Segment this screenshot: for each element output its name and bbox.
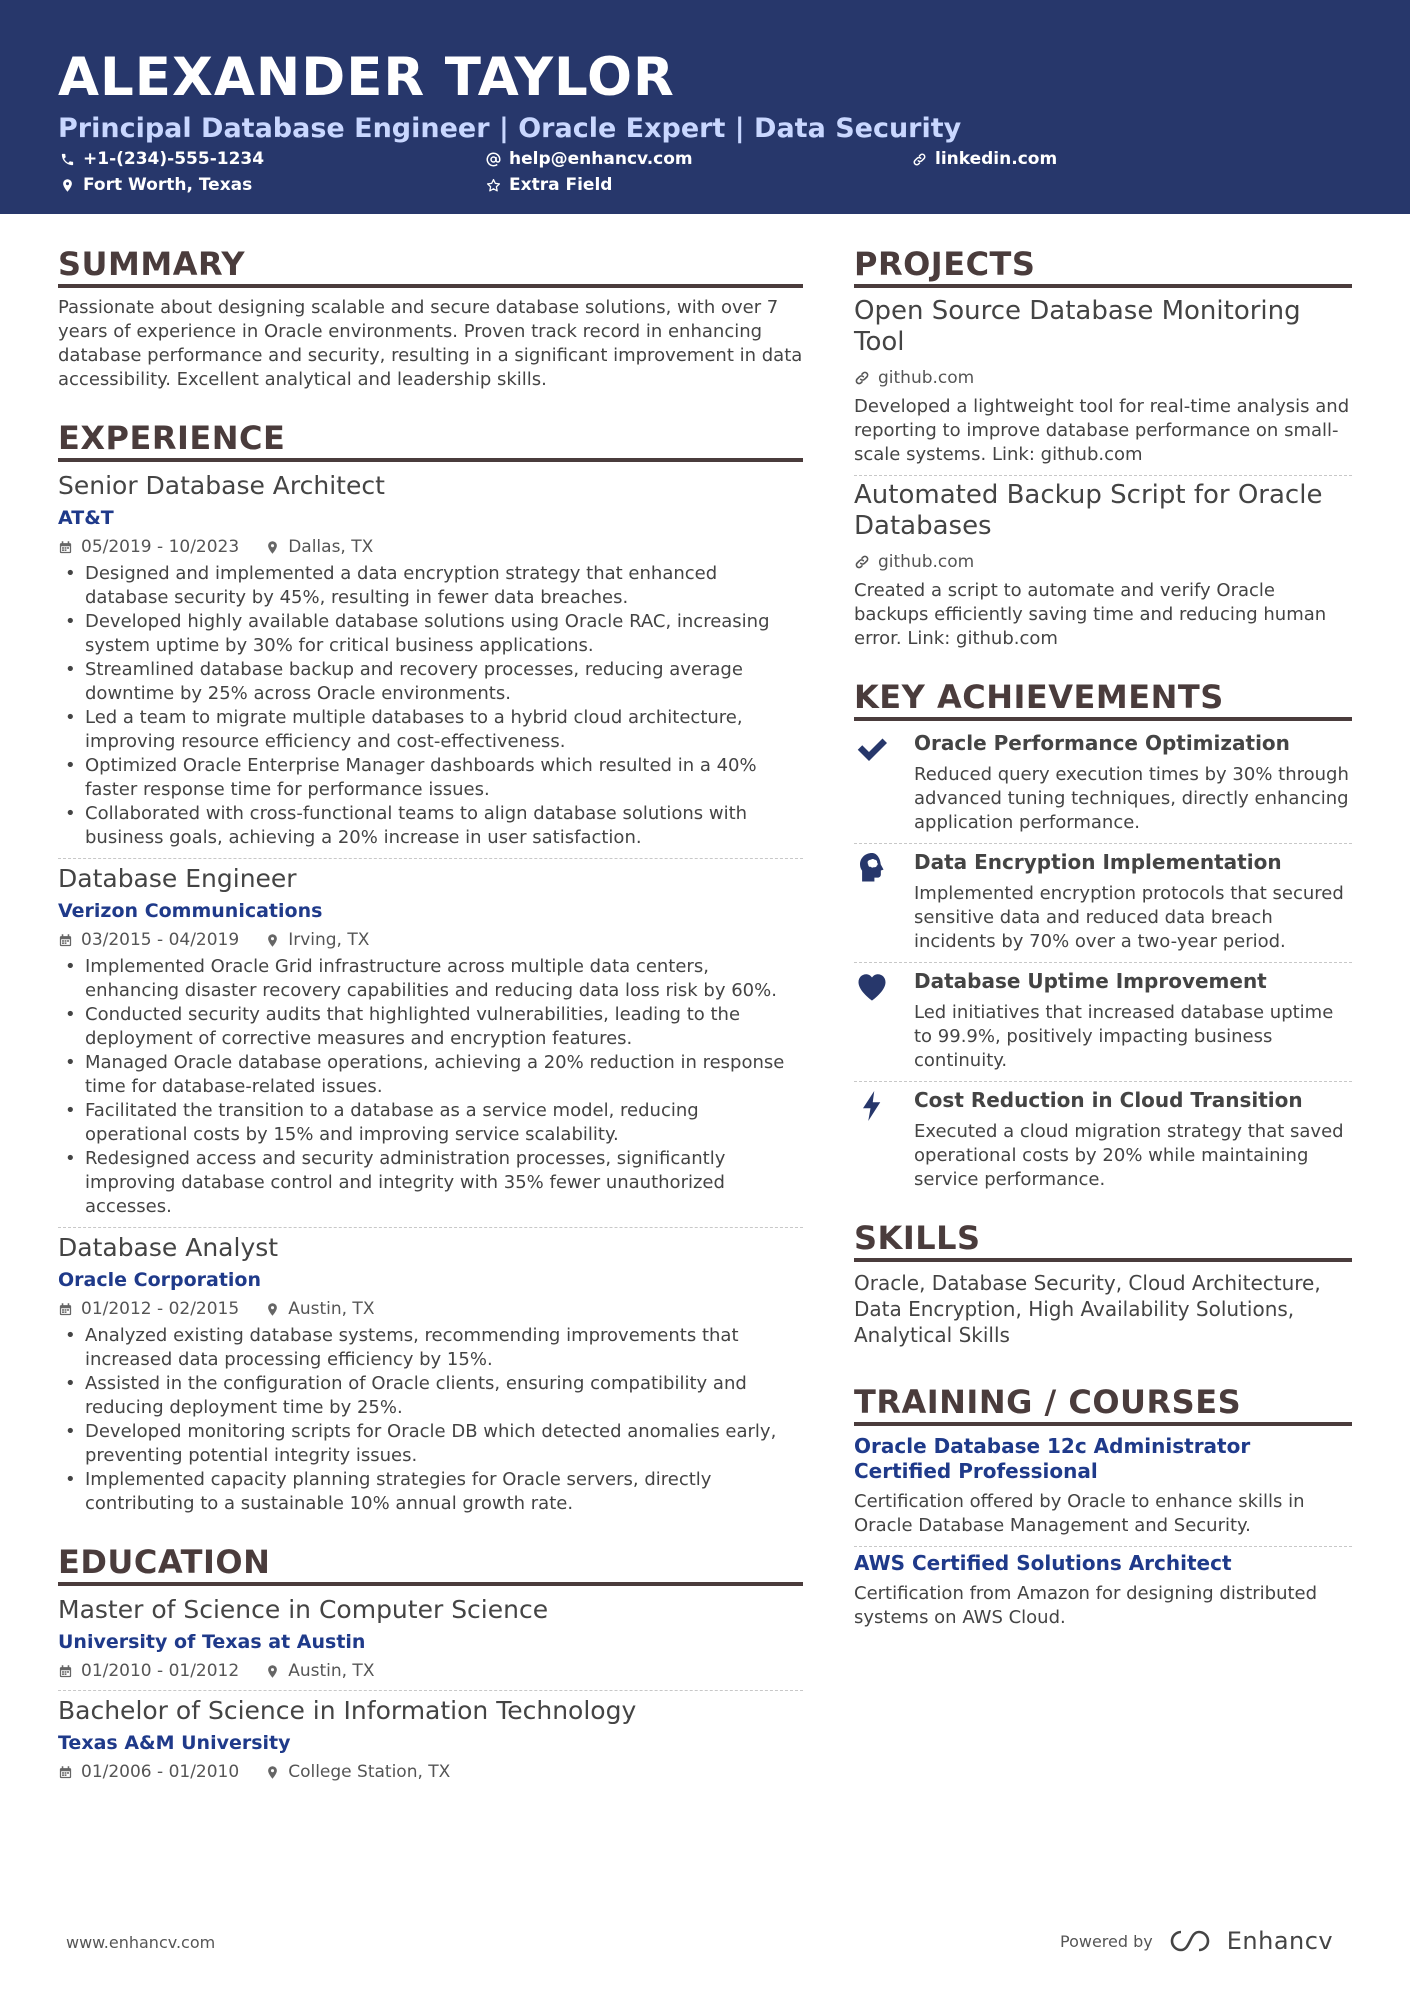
map-pin-icon bbox=[265, 1302, 280, 1317]
link-icon bbox=[854, 554, 870, 570]
calendar-icon bbox=[58, 1302, 73, 1317]
linkedin-link[interactable]: linkedin.com bbox=[935, 149, 1058, 169]
experience-heading: EXPERIENCE bbox=[58, 418, 803, 462]
bullet-item: • Implemented Oracle Grid infrastructure across multiple data centers, enhancing disaster recovery capabilities and reducing data loss risk by 60%. bbox=[58, 955, 803, 1003]
head-brain-icon bbox=[854, 850, 890, 886]
bullet-item: • Developed highly available database solutions using Oracle RAC, increasing system uptime by 30% for critical business applications. bbox=[58, 610, 803, 658]
education-heading: EDUCATION bbox=[58, 1542, 803, 1586]
education-location: College Station, TX bbox=[288, 1762, 451, 1782]
achievement-title: Oracle Performance Optimization bbox=[914, 731, 1290, 755]
project-link[interactable] bbox=[854, 551, 1352, 573]
education-dates: 01/2006 - 01/2010 bbox=[81, 1762, 240, 1782]
lightning-icon bbox=[854, 1088, 890, 1124]
achievement-description: Executed a cloud migration strategy that saved operational costs by 20% while maintaining service performance. bbox=[914, 1121, 1344, 1190]
training-heading: TRAINING / COURSES bbox=[854, 1382, 1352, 1426]
divider bbox=[58, 1690, 803, 1691]
education-location: Austin, TX bbox=[288, 1661, 375, 1681]
education-entry bbox=[58, 1594, 803, 1682]
job-bullets bbox=[58, 955, 803, 1219]
achievement-entry bbox=[854, 848, 1352, 954]
experience-entry bbox=[58, 1232, 803, 1516]
map-pin-icon bbox=[265, 1765, 280, 1780]
achievement-entry bbox=[854, 729, 1352, 835]
achievement-description: Reduced query execution times by 30% through advanced tuning techniques, directly enhancing application performance. bbox=[914, 764, 1349, 833]
candidate-headline: Principal Database Engineer | Oracle Expert | Data Security bbox=[58, 113, 962, 144]
calendar-icon bbox=[58, 540, 73, 555]
contact-extra bbox=[486, 174, 612, 196]
education-entry bbox=[58, 1695, 803, 1783]
experience-entry bbox=[58, 863, 803, 1219]
achievement-description: Implemented encryption protocols that secured sensitive data and reduced data breach incidents by 70% over a two-year period. bbox=[914, 883, 1344, 952]
project-description: Created a script to automate and verify Oracle backups efficiently saving time and reducing human error. Link: github.com bbox=[854, 580, 1327, 649]
experience-entry bbox=[58, 470, 803, 850]
project-title: Automated Backup Script for Oracle Databases bbox=[854, 480, 1323, 541]
project-link-text[interactable]: github.com bbox=[878, 368, 975, 388]
job-title: Senior Database Architect bbox=[58, 471, 385, 500]
bullet-item: • Implemented capacity planning strategies for Oracle servers, directly contributing to a sustainable 10% annual growth rate. bbox=[58, 1468, 803, 1516]
skills-heading: SKILLS bbox=[854, 1218, 1352, 1262]
project-description: Developed a lightweight tool for real-time analysis and reporting to improve database performance on small-scale systems. Link: github.com bbox=[854, 396, 1350, 465]
degree-title: Master of Science in Computer Science bbox=[58, 1595, 549, 1624]
candidate-name: ALEXANDER TAYLOR bbox=[58, 47, 675, 108]
enhancv-logo-icon bbox=[1167, 1928, 1213, 1954]
education-dates: 01/2010 - 01/2012 bbox=[81, 1661, 240, 1681]
powered-by-text: Powered by bbox=[1060, 1931, 1153, 1951]
calendar-icon bbox=[58, 933, 73, 948]
phone-text: +1-(234)-555-1234 bbox=[83, 149, 265, 169]
divider bbox=[854, 1546, 1352, 1547]
link-icon bbox=[854, 370, 870, 386]
bullet-item: • Assisted in the configuration of Oracle clients, ensuring compatibility and reducing deployment time by 25%. bbox=[58, 1372, 803, 1420]
divider bbox=[854, 1081, 1352, 1082]
extra-field-text: Extra Field bbox=[509, 175, 613, 195]
company-name: Oracle Corporation bbox=[58, 1269, 262, 1291]
map-pin-icon bbox=[265, 933, 280, 948]
bullet-item: • Managed Oracle database operations, achieving a 20% reduction in response time for database-related issues. bbox=[58, 1051, 803, 1099]
achievement-entry bbox=[854, 967, 1352, 1073]
divider bbox=[854, 843, 1352, 844]
course-description: Certification offered by Oracle to enhance skills in Oracle Database Management and Security. bbox=[854, 1491, 1305, 1536]
skills-text: Oracle, Database Security, Cloud Architecture, Data Encryption, High Availability Solutions, Analytical Skills bbox=[854, 1271, 1321, 1347]
footer-website[interactable]: www.enhancv.com bbox=[66, 1933, 216, 1952]
job-title: Database Engineer bbox=[58, 864, 297, 893]
achievement-title: Cost Reduction in Cloud Transition bbox=[914, 1088, 1303, 1112]
bullet-item: • Streamlined database backup and recovery processes, reducing average downtime by 25% across Oracle environments. bbox=[58, 658, 803, 706]
degree-title: Bachelor of Science in Information Technology bbox=[58, 1696, 637, 1725]
job-dates: 01/2012 - 02/2015 bbox=[81, 1299, 240, 1319]
achievement-title: Data Encryption Implementation bbox=[914, 850, 1282, 874]
company-name: Verizon Communications bbox=[58, 900, 323, 922]
course-entry bbox=[854, 1551, 1352, 1630]
resume-header bbox=[0, 0, 1410, 214]
brand-name: Enhancv bbox=[1226, 1927, 1334, 1955]
divider bbox=[854, 475, 1352, 476]
job-dates: 05/2019 - 10/2023 bbox=[81, 537, 240, 557]
education-meta bbox=[58, 1660, 803, 1682]
course-title: AWS Certified Solutions Architect bbox=[854, 1551, 1232, 1575]
bullet-item: • Optimized Oracle Enterprise Manager dashboards which resulted in a 40% faster response time for performance issues. bbox=[58, 754, 803, 802]
achievement-description: Led initiatives that increased database uptime to 99.9%, positively impacting business continuity. bbox=[914, 1002, 1334, 1071]
at-sign-icon bbox=[486, 152, 501, 167]
school-name: University of Texas at Austin bbox=[58, 1631, 366, 1653]
project-link[interactable] bbox=[854, 367, 1352, 389]
checkmark-icon bbox=[854, 731, 890, 767]
job-dates: 03/2015 - 04/2019 bbox=[81, 930, 240, 950]
job-bullets bbox=[58, 562, 803, 850]
bullet-item: • Developed monitoring scripts for Oracle DB which detected anomalies early, preventing potential integrity issues. bbox=[58, 1420, 803, 1468]
summary-heading: SUMMARY bbox=[58, 244, 803, 288]
course-description: Certification from Amazon for designing distributed systems on AWS Cloud. bbox=[854, 1583, 1318, 1628]
map-pin-icon bbox=[265, 540, 280, 555]
job-location: Dallas, TX bbox=[288, 537, 374, 557]
heart-icon bbox=[854, 969, 890, 1005]
school-name: Texas A&M University bbox=[58, 1732, 291, 1754]
calendar-icon bbox=[58, 1664, 73, 1679]
right-column bbox=[854, 244, 1352, 1630]
bullet-item: • Conducted security audits that highlighted vulnerabilities, leading to the deployment of corrective measures and encryption features. bbox=[58, 1003, 803, 1051]
summary-text: Passionate about designing scalable and secure database solutions, with over 7 years of experience in Oracle environments. Proven track record in enhancing database performance and security, resulting in a significant improvement in data accessibility. Excellent analytical and leadership skills. bbox=[58, 297, 803, 390]
map-pin-icon bbox=[60, 178, 75, 193]
email-link[interactable]: help@enhancv.com bbox=[509, 149, 693, 169]
link-icon bbox=[912, 152, 927, 167]
company-name: AT&T bbox=[58, 507, 114, 529]
job-location: Austin, TX bbox=[288, 1299, 375, 1319]
location-text: Fort Worth, Texas bbox=[83, 175, 253, 195]
job-bullets bbox=[58, 1324, 803, 1516]
course-entry bbox=[854, 1434, 1352, 1538]
projects-heading: PROJECTS bbox=[854, 244, 1352, 288]
course-title: Oracle Database 12c Administrator Certified Professional bbox=[854, 1434, 1251, 1483]
phone-icon bbox=[60, 152, 75, 167]
contact-email[interactable] bbox=[486, 148, 693, 170]
achievement-title: Database Uptime Improvement bbox=[914, 969, 1267, 993]
bullet-item: • Designed and implemented a data encryption strategy that enhanced database security by 45%, resulting in fewer data breaches. bbox=[58, 562, 803, 610]
project-title: Open Source Database Monitoring Tool bbox=[854, 296, 1301, 357]
calendar-icon bbox=[58, 1765, 73, 1780]
divider bbox=[58, 1227, 803, 1228]
map-pin-icon bbox=[265, 1664, 280, 1679]
education-meta bbox=[58, 1761, 803, 1783]
divider bbox=[58, 858, 803, 859]
project-entry bbox=[854, 480, 1352, 651]
project-entry bbox=[854, 296, 1352, 467]
bullet-item: • Redesigned access and security administration processes, significantly improving database control and integrity with 35% fewer unauthorized accesses. bbox=[58, 1147, 803, 1219]
contact-phone bbox=[60, 148, 264, 170]
bullet-item: • Facilitated the transition to a database as a service model, reducing operational costs by 15% and improving service scalability. bbox=[58, 1099, 803, 1147]
project-link-text[interactable]: github.com bbox=[878, 552, 975, 572]
job-location: Irving, TX bbox=[288, 930, 370, 950]
job-meta bbox=[58, 929, 803, 951]
achievements-heading: KEY ACHIEVEMENTS bbox=[854, 677, 1352, 721]
contact-location bbox=[60, 174, 252, 196]
footer-branding bbox=[1060, 1927, 1333, 1955]
left-column bbox=[58, 244, 803, 1783]
contact-linkedin[interactable] bbox=[912, 148, 1057, 170]
achievement-entry bbox=[854, 1086, 1352, 1192]
bullet-item: • Collaborated with cross-functional teams to align database solutions with business goals, achieving a 20% increase in user satisfaction. bbox=[58, 802, 803, 850]
job-title: Database Analyst bbox=[58, 1233, 279, 1262]
job-meta bbox=[58, 536, 803, 558]
divider bbox=[854, 962, 1352, 963]
star-icon bbox=[486, 178, 501, 193]
job-meta bbox=[58, 1298, 803, 1320]
bullet-item: • Analyzed existing database systems, recommending improvements that increased data processing efficiency by 15%. bbox=[58, 1324, 803, 1372]
bullet-item: • Led a team to migrate multiple databases to a hybrid cloud architecture, improving resource efficiency and cost-effectiveness. bbox=[58, 706, 803, 754]
